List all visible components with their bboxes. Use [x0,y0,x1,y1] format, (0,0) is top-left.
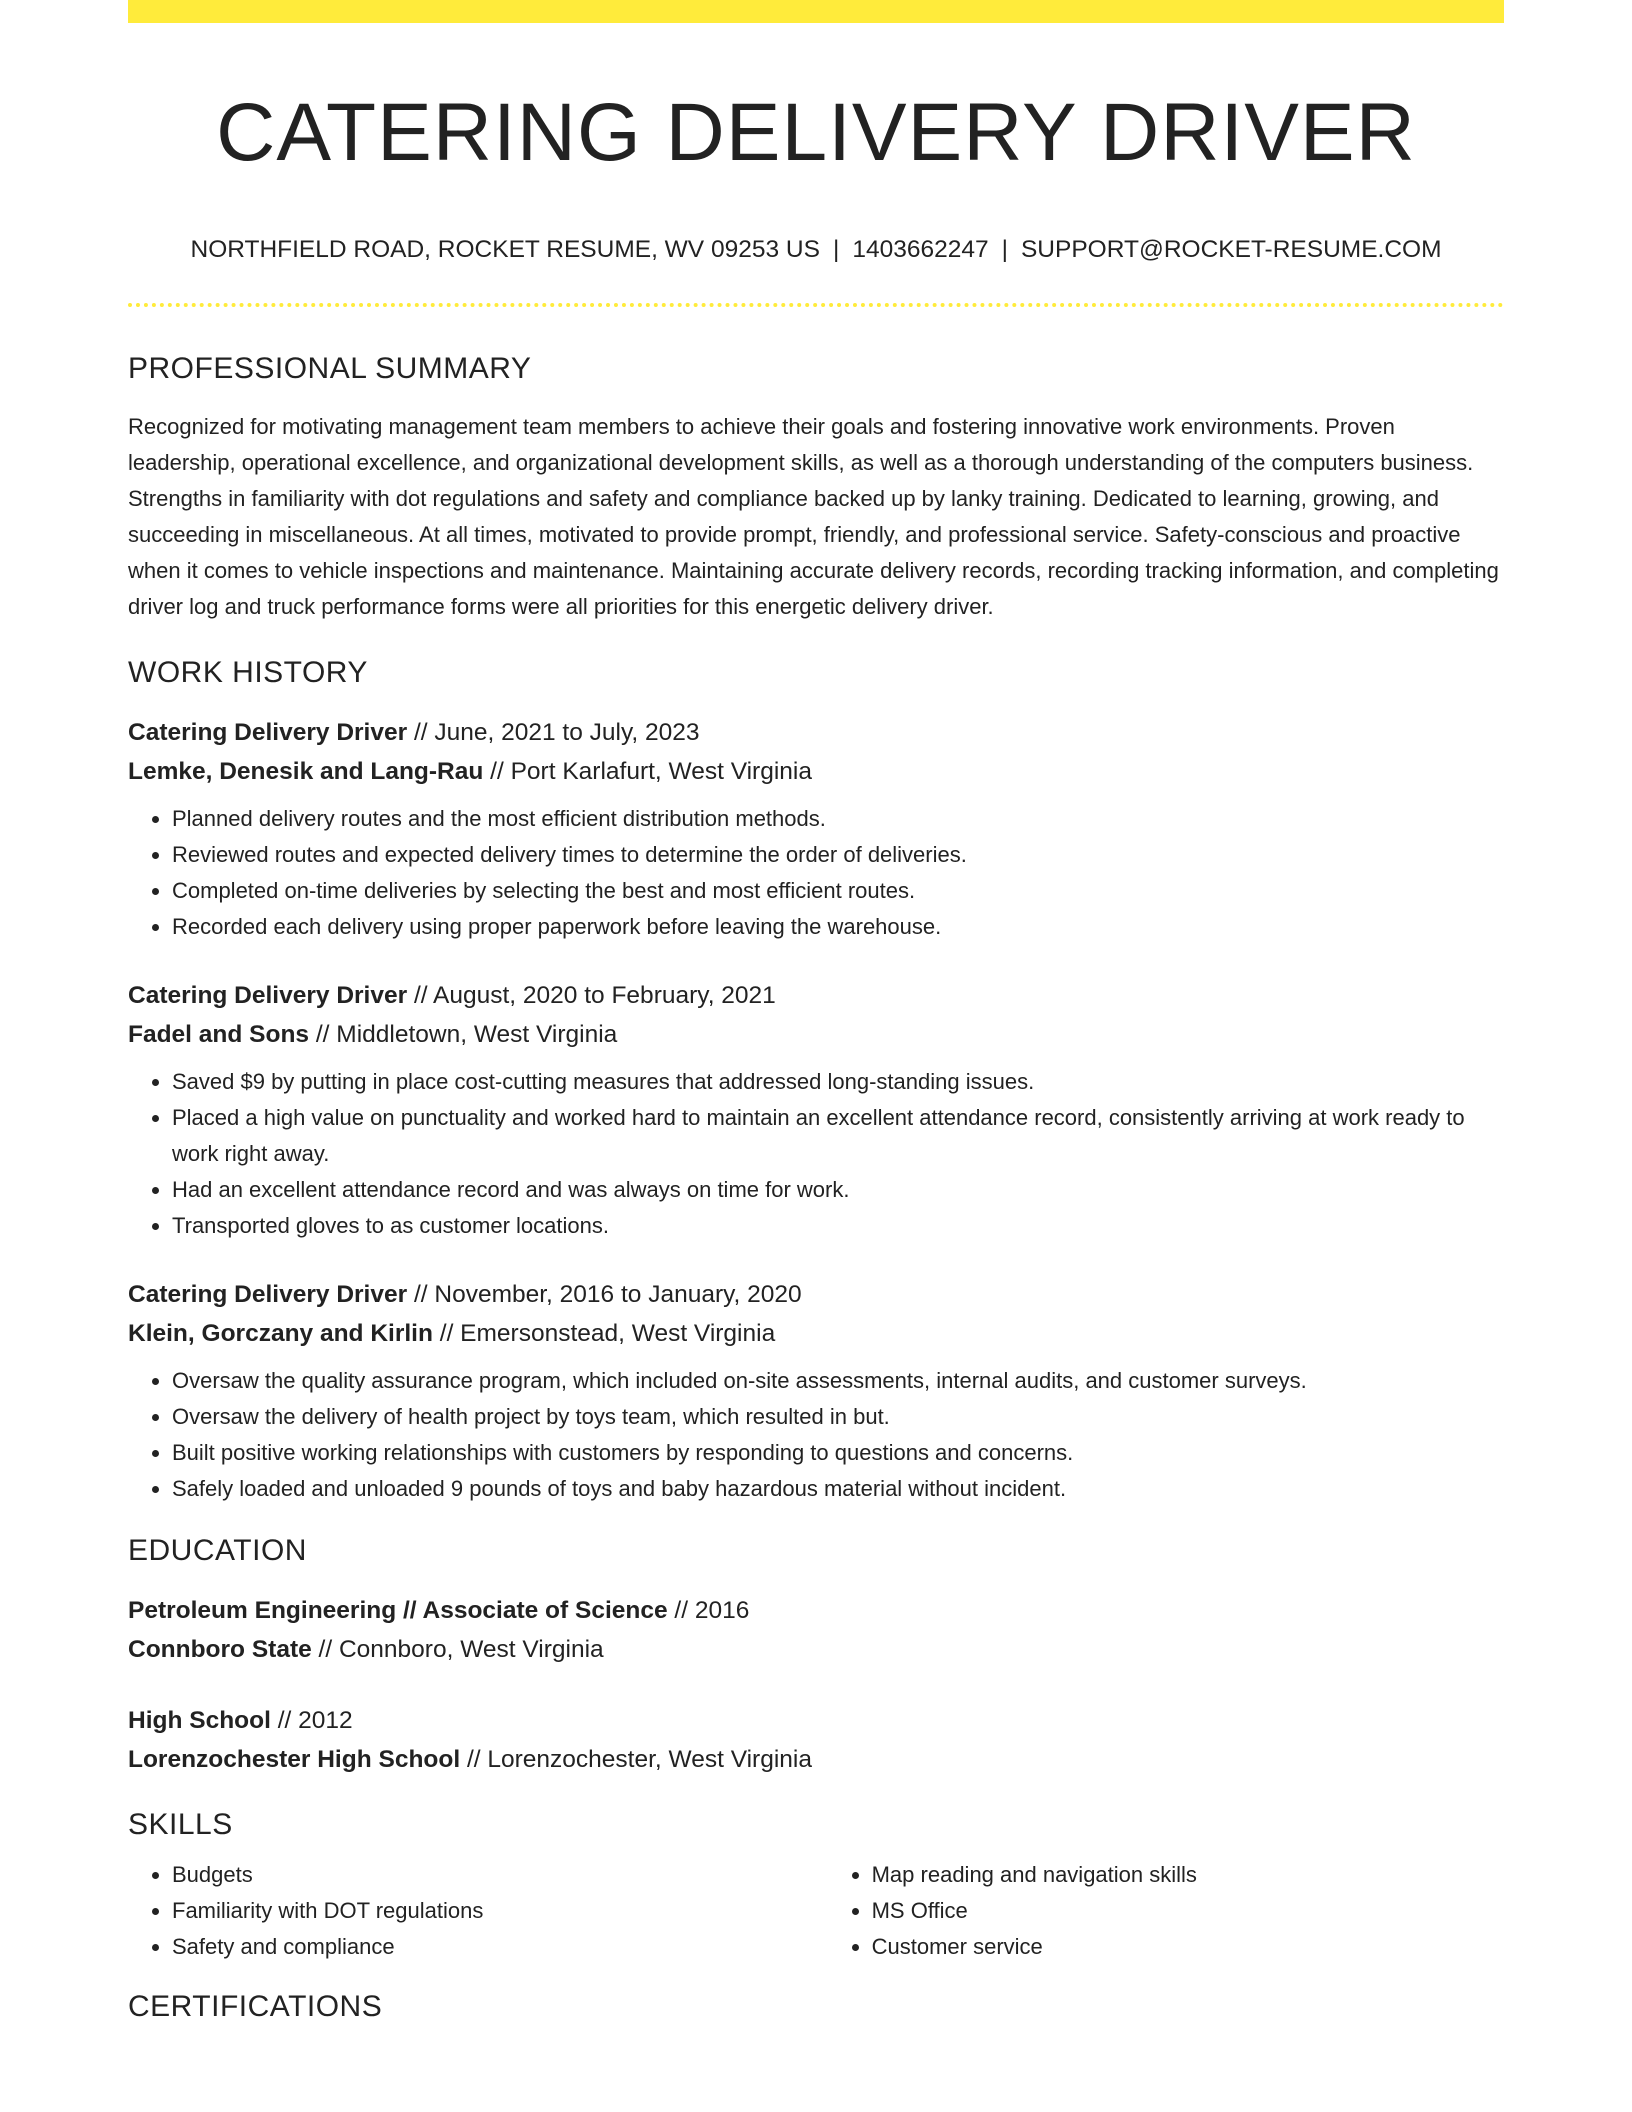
education-school: Connboro State [128,1636,312,1663]
job-bullet: • Placed a high value on punctuality and worked hard to maintain an excellent attendance record, consistently arriving at work ready to work right away. [172,1100,1504,1172]
job-bullets [128,801,1504,945]
job-bullets [128,1363,1504,1507]
resume-title: CATERING DELIVERY DRIVER [216,87,1416,178]
summary-heading: PROFESSIONAL SUMMARY [128,352,532,385]
skill-item: • Budgets [172,1857,828,1893]
job-entry [128,976,1504,1244]
certifications-heading: CERTIFICATIONS [128,1990,383,2023]
job-bullet: • Had an excellent attendance record and was always on time for work. [172,1172,1504,1208]
education-degree-line [128,1701,1504,1740]
education-location: // Lorenzochester, West Virginia [460,1746,812,1773]
contact-line [128,235,1504,265]
job-role-line [128,713,1504,752]
job-role: Catering Delivery Driver [128,1281,408,1308]
job-company: Fadel and Sons [128,1021,310,1048]
job-dates: // August, 2020 to February, 2021 [407,982,776,1009]
skill-item: • Map reading and navigation skills [872,1857,1504,1893]
skills-heading: SKILLS [128,1808,233,1841]
job-company: Klein, Gorczany and Kirlin [128,1320,433,1347]
skill-item: • Customer service [872,1929,1504,1965]
education-school-line [128,1740,1504,1779]
job-bullet: • Saved $9 by putting in place cost-cutting measures that addressed long-standing issues. [172,1064,1504,1100]
education-entry [128,1701,1504,1779]
education-heading: EDUCATION [128,1534,307,1567]
education-degree-line [128,1591,1504,1630]
job-dates: // November, 2016 to January, 2020 [407,1281,802,1308]
job-role-line [128,976,1504,1015]
education-degree: Petroleum Engineering // Associate of Science [128,1597,668,1624]
skill-item: • Safety and compliance [172,1929,828,1965]
summary-text: Recognized for motivating management team members to achieve their goals and fostering innovative work environments. Proven leadership, operational excellence, and organizational development skills, as well as a thorough understanding of the computers business. Strengths in familiarity with dot regulations and safety and compliance backed up by lanky training. Dedicated to learning, growing, and succeeding in miscellaneous. At all times, motivated to provide prompt, friendly, and professional service. Safety-conscious and proactive when it comes to vehicle inspections and maintenance. Maintaining accurate delivery records, recording tracking information, and completing driver log and truck performance forms were all priorities for this energetic delivery driver. [128,414,1499,619]
job-bullet: • Recorded each delivery using proper paperwork before leaving the warehouse. [172,909,1504,945]
job-company-line [128,1015,1504,1054]
job-bullet: • Safely loaded and unloaded 9 pounds of toys and baby hazardous material without incident. [172,1471,1504,1507]
skills-column-left [128,1857,828,1965]
job-location: // Middletown, West Virginia [309,1021,618,1048]
job-role-line [128,1275,1504,1314]
dotted-divider [128,303,1504,307]
job-company-line [128,752,1504,791]
education-degree: High School [128,1707,271,1734]
job-company-line [128,1314,1504,1353]
job-bullet: • Transported gloves to as customer locations. [172,1208,1504,1244]
skills-grid [128,1857,1504,1965]
job-entry [128,713,1504,945]
job-bullet: • Reviewed routes and expected delivery times to determine the order of deliveries. [172,837,1504,873]
skill-item: • MS Office [872,1893,1504,1929]
job-bullets [128,1064,1504,1244]
contact-address: NORTHFIELD ROAD, ROCKET RESUME, WV 09253 US [190,236,820,263]
contact-separator: | [1001,236,1008,263]
job-bullet: • Oversaw the quality assurance program, which included on-site assessments, internal audits, and customer surveys. [172,1363,1504,1399]
job-company: Lemke, Denesik and Lang-Rau [128,758,484,785]
job-location: // Port Karlafurt, West Virginia [483,758,812,785]
skills-column-right [828,1857,1504,1965]
education-location: // Connboro, West Virginia [311,1636,604,1663]
education-year: // 2016 [667,1597,750,1624]
contact-email: SUPPORT@ROCKET-RESUME.COM [1020,236,1442,263]
job-bullet: • Built positive working relationships with customers by responding to questions and concerns. [172,1435,1504,1471]
job-role: Catering Delivery Driver [128,719,408,746]
education-entry [128,1591,1504,1669]
contact-separator: | [832,236,840,263]
education-school: Lorenzochester High School [128,1746,461,1773]
accent-bar [128,0,1504,23]
resume-page [128,0,1504,2025]
job-role: Catering Delivery Driver [128,982,408,1009]
job-bullet: • Oversaw the delivery of health project by toys team, which resulted in but. [172,1399,1504,1435]
contact-phone: 1403662247 [852,236,989,263]
work-history-heading: WORK HISTORY [128,656,368,689]
skill-item: • Familiarity with DOT regulations [172,1893,828,1929]
job-entry [128,1275,1504,1507]
job-dates: // June, 2021 to July, 2023 [407,719,700,746]
job-bullet: • Planned delivery routes and the most efficient distribution methods. [172,801,1504,837]
education-year: // 2012 [270,1707,353,1734]
job-bullet: • Completed on-time deliveries by selecting the best and most efficient routes. [172,873,1504,909]
education-school-line [128,1630,1504,1669]
job-location: // Emersonstead, West Virginia [432,1320,776,1347]
